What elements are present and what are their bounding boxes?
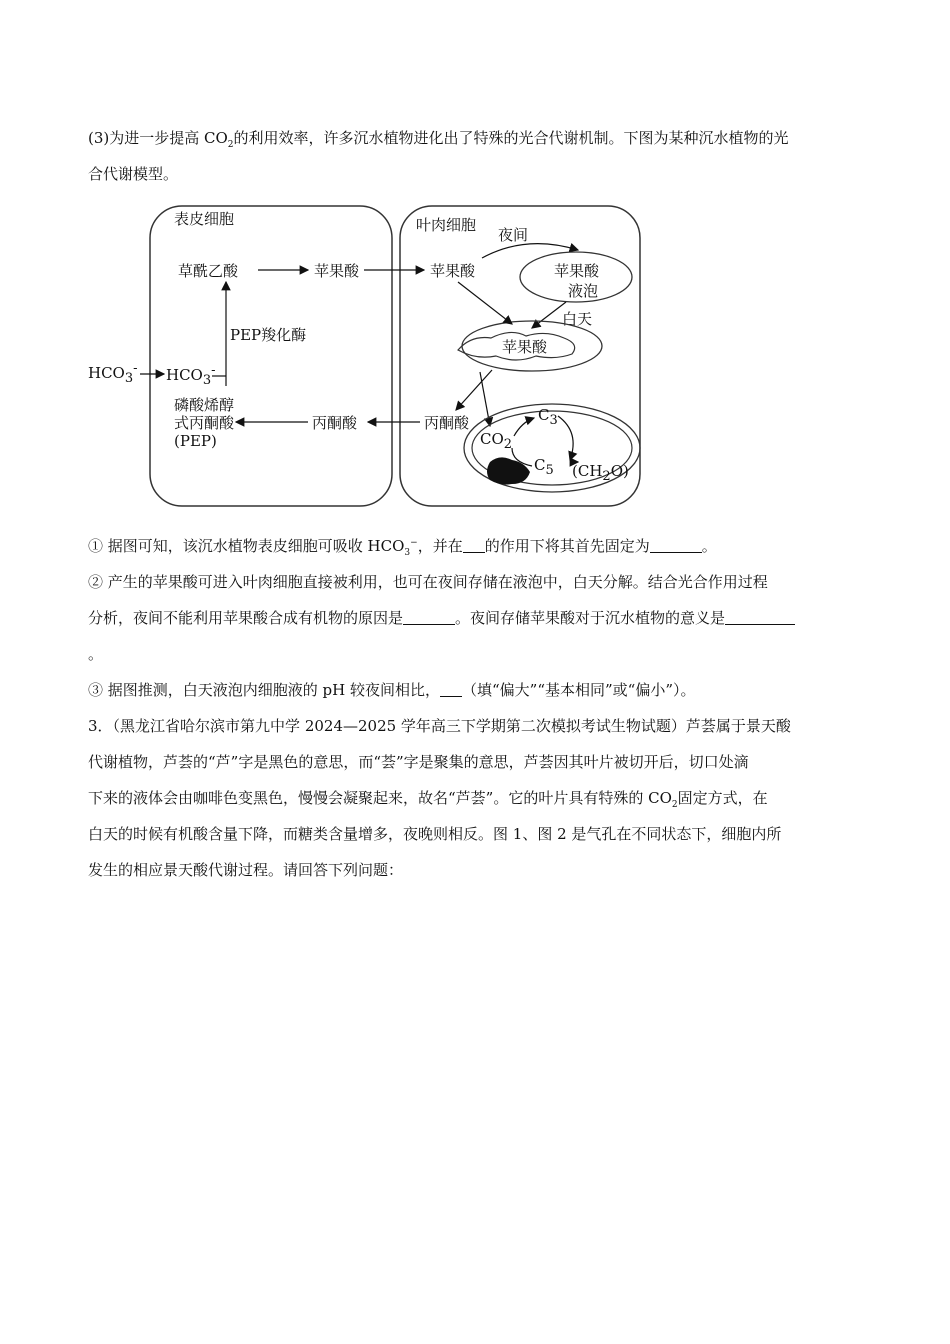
subscript: 2: [671, 800, 678, 810]
question-2: [88, 564, 863, 672]
q2-text: ② 产生的苹果酸可进入叶肉细胞直接被利用，也可在夜间存储在液泡中，白天分解。结合光合作用过程: [88, 573, 768, 591]
epidermis-cell: [150, 206, 392, 506]
superscript: −: [410, 538, 418, 548]
answer-blank[interactable]: [650, 536, 702, 553]
calvin-arrow-co2-c3: [514, 418, 534, 436]
arrow-malate-to-pool: [458, 282, 512, 324]
thylakoid-grana: [487, 457, 530, 484]
answer-blank[interactable]: [403, 608, 455, 625]
p3-text: 代谢植物，芦荟的“芦”字是黑色的意思，而“荟”字是聚集的意思，芦荟因其叶片被切开后，切口处滴: [88, 753, 749, 771]
arrow-day: [532, 302, 566, 328]
q3-text: ③ 据图推测，白天液泡内细胞液的 pH 较夜间相比，: [88, 681, 440, 699]
q2-text: 分析，夜间不能利用苹果酸合成有机物的原因是: [88, 609, 404, 627]
pep-carboxylase-label: PEP羧化酶: [230, 326, 307, 344]
oxaloacetate-label: 草酰乙酸: [178, 262, 239, 280]
co2-label: CO2: [480, 430, 513, 452]
epidermis-label: 表皮细胞: [174, 210, 235, 228]
day-label: 白天: [562, 310, 593, 328]
subscript: 3: [404, 548, 411, 558]
vacuole-label-line1: 苹果酸: [554, 262, 600, 280]
subscript: 2: [227, 140, 234, 150]
intro-text: 合代谢模型。: [88, 165, 179, 183]
q3-text: （填“偏大”“基本相同”或“偏小”）。: [462, 681, 696, 699]
pep-label-line1: 磷酸烯醇: [174, 396, 235, 414]
q1-text: 。: [701, 537, 717, 555]
arrow-night: [482, 244, 578, 258]
ch2o-label: (CH2O): [572, 462, 629, 484]
answer-blank[interactable]: [725, 608, 795, 625]
hco3-inner-label: HCO3-: [166, 363, 216, 388]
pyruvate-label-mesophyll: 丙酮酸: [424, 414, 470, 432]
pep-label-line3: (PEP): [174, 432, 217, 450]
c5-label: C5: [534, 456, 554, 478]
answer-blank[interactable]: [440, 680, 462, 697]
calvin-arrow-c3-c5: [558, 416, 573, 460]
p3-text: 固定方式，在: [677, 789, 768, 807]
problem-3-paragraph: [88, 708, 863, 888]
photosynthesis-diagram: [86, 200, 646, 510]
p3-text: 白天的时候有机酸含量下降，而糖类含量增多，夜晚则相反。图 1、图 2 是气孔在不同状态下，细胞内所: [88, 825, 782, 843]
vacuole-label-line2: 液泡: [568, 282, 599, 300]
pep-label-line2: 式丙酮酸: [174, 414, 235, 432]
q1-text: 的作用下将其首先固定为: [484, 537, 650, 555]
q2-text: 。: [88, 645, 104, 663]
q1-text: ① 据图可知，该沉水植物表皮细胞可吸收 HCO: [88, 537, 405, 555]
q2-text: 。夜间存储苹果酸对于沉水植物的意义是: [455, 609, 726, 627]
p3-text: 3．（黑龙江省哈尔滨市第九中学 2024—2025 学年高三下学期第二次模拟考试生物试题）芦荟属于景天酸: [88, 717, 791, 735]
intro-text: 的利用效率，许多沉水植物进化出了特殊的光合代谢机制。下图为某种沉水植物的光: [233, 129, 789, 147]
pyruvate-label-epidermis: 丙酮酸: [312, 414, 358, 432]
answer-blank[interactable]: [463, 536, 485, 553]
question-3: [88, 672, 863, 708]
intro-text: (3)为进一步提高 CO: [88, 129, 228, 147]
intro-paragraph: [88, 120, 863, 192]
q1-text: ，并在: [417, 537, 463, 555]
question-1: [88, 528, 863, 564]
mesophyll-label: 叶肉细胞: [416, 216, 477, 234]
p3-text: 发生的相应景天酸代谢过程。请回答下列问题：: [88, 861, 404, 879]
malate-pool-label: 苹果酸: [502, 338, 548, 356]
night-label: 夜间: [498, 226, 529, 244]
malate-label-mesophyll: 苹果酸: [430, 262, 476, 280]
malate-label-epidermis: 苹果酸: [314, 262, 360, 280]
p3-text: 下来的液体会由咖啡色变黑色，慢慢会凝聚起来，故名“芦荟”。它的叶片具有特殊的 CO: [88, 789, 672, 807]
arrow-pool-to-pyruvate: [456, 370, 492, 410]
hco3-outer-label: HCO3-: [88, 361, 138, 386]
c3-label: C3: [538, 406, 558, 428]
